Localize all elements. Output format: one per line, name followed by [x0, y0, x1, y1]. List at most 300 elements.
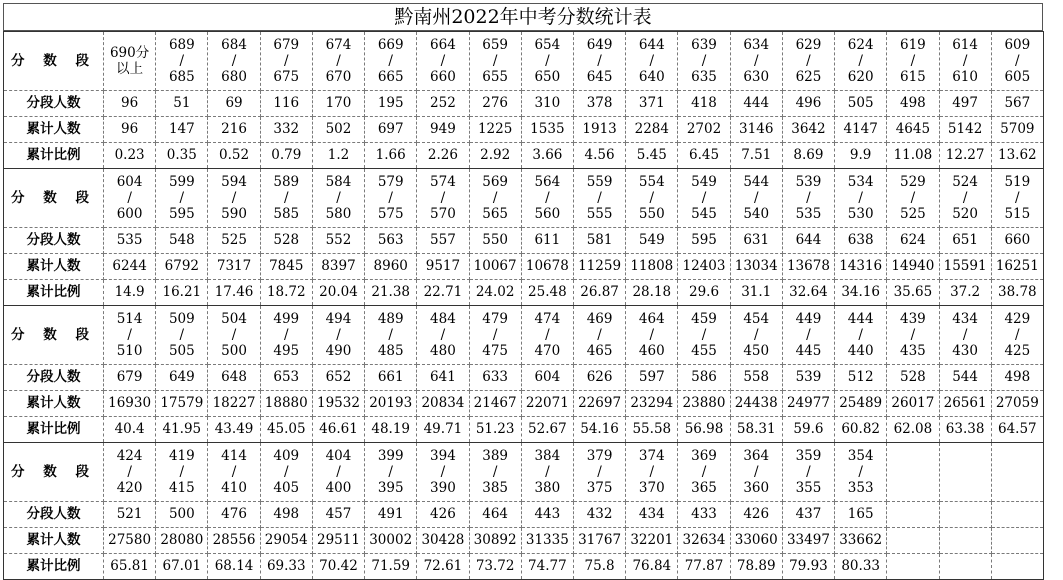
- score-range-cell: [991, 32, 1043, 91]
- range-upper: 624: [847, 37, 874, 53]
- range-upper: 544: [743, 174, 770, 190]
- range-upper: 404: [325, 448, 352, 464]
- score-range-cell: [887, 306, 939, 365]
- range-lower: 515: [1004, 206, 1031, 222]
- value-cell: 32201: [626, 528, 678, 554]
- value-cell: 16251: [991, 254, 1043, 280]
- value-cell: [887, 528, 939, 554]
- value-cell: 31335: [521, 528, 573, 554]
- value-cell: 528: [260, 228, 312, 254]
- range-lower: 410: [221, 480, 247, 496]
- range-lower: 以上: [116, 61, 144, 77]
- value-cell: 96: [104, 117, 156, 143]
- score-range-cell: [835, 443, 887, 502]
- range-upper: 684: [221, 37, 247, 53]
- value-cell: 18227: [208, 391, 260, 417]
- range-lower: 500: [221, 343, 247, 359]
- range-separator: /: [336, 464, 341, 480]
- range-lower: 615: [900, 69, 926, 85]
- segment-count-row: [4, 228, 1044, 254]
- range-upper: 639: [691, 37, 717, 53]
- value-cell: 13034: [730, 254, 782, 280]
- range-lower: 660: [430, 69, 456, 85]
- score-range-cell: [887, 169, 939, 228]
- range-lower: 590: [221, 206, 247, 222]
- score-range-cell: [469, 306, 521, 365]
- value-cell: [991, 528, 1043, 554]
- value-cell: 30892: [469, 528, 521, 554]
- score-range-cell: [626, 306, 678, 365]
- range-separator: /: [231, 464, 237, 480]
- score-range-cell: [730, 443, 782, 502]
- range-separator: /: [649, 53, 655, 69]
- value-cell: 2.92: [469, 143, 521, 169]
- range-lower: 670: [325, 69, 352, 85]
- range-upper: 554: [638, 174, 665, 190]
- range-upper: 654: [534, 37, 561, 53]
- value-cell: 3.66: [521, 143, 573, 169]
- range-lower: 460: [638, 343, 665, 359]
- score-table: [3, 31, 1044, 580]
- value-cell: 1913: [573, 117, 625, 143]
- value-cell: 3146: [730, 117, 782, 143]
- score-range-cell: [782, 306, 834, 365]
- value-cell: 638: [835, 228, 887, 254]
- range-separator: /: [806, 327, 811, 343]
- value-cell: 46.61: [312, 417, 364, 443]
- score-range-cell: [573, 169, 625, 228]
- score-range-cell: [573, 443, 625, 502]
- range-upper: 429: [1004, 311, 1031, 327]
- range-lower: 650: [534, 69, 561, 85]
- value-cell: 27580: [104, 528, 156, 554]
- value-cell: 28.18: [626, 280, 678, 306]
- score-range-cell: [312, 169, 364, 228]
- cumulative-count-row: [4, 254, 1044, 280]
- value-cell: 13.62: [991, 143, 1043, 169]
- range-lower: 435: [900, 343, 926, 359]
- value-cell: 1225: [469, 117, 521, 143]
- value-cell: 626: [573, 365, 625, 391]
- range-upper: 689: [168, 37, 195, 53]
- range-lower: 540: [743, 206, 770, 222]
- value-cell: 631: [730, 228, 782, 254]
- value-cell: 10678: [521, 254, 573, 280]
- range-upper: 464: [638, 311, 665, 327]
- range-separator: /: [649, 327, 655, 343]
- range-separator: /: [962, 327, 968, 343]
- value-cell: 332: [260, 117, 312, 143]
- range-separator: /: [336, 53, 341, 69]
- value-cell: 498: [260, 502, 312, 528]
- score-range-cell: [782, 169, 834, 228]
- value-cell: 12403: [678, 254, 730, 280]
- range-lower: 625: [795, 69, 822, 85]
- row-label: 累计比例: [4, 554, 104, 580]
- score-range-cell: [573, 32, 625, 91]
- value-cell: 170: [312, 91, 364, 117]
- range-separator: /: [179, 327, 185, 343]
- range-separator: /: [179, 464, 185, 480]
- range-upper: 374: [638, 448, 665, 464]
- range-upper: 584: [325, 174, 352, 190]
- value-cell: 567: [991, 91, 1043, 117]
- value-cell: [887, 502, 939, 528]
- score-range-cell: [469, 443, 521, 502]
- cumulative-count-row: [4, 117, 1044, 143]
- value-cell: 8397: [312, 254, 364, 280]
- value-cell: 33060: [730, 528, 782, 554]
- value-cell: 581: [573, 228, 625, 254]
- score-range-cell: [260, 443, 312, 502]
- value-cell: [939, 554, 991, 580]
- score-range-cell: [991, 169, 1043, 228]
- value-cell: 651: [939, 228, 991, 254]
- score-range-cell: [730, 32, 782, 91]
- cumulative-ratio-row: [4, 143, 1044, 169]
- value-cell: 633: [469, 365, 521, 391]
- range-separator: /: [910, 327, 916, 343]
- segment-count-row: [4, 502, 1044, 528]
- range-lower: 605: [1004, 69, 1031, 85]
- range-separator: /: [910, 53, 916, 69]
- range-lower: 360: [743, 480, 770, 496]
- value-cell: 55.58: [626, 417, 678, 443]
- row-label: 分 数 段: [4, 169, 104, 228]
- value-cell: 6792: [156, 254, 208, 280]
- score-range-cell: [104, 32, 156, 91]
- range-lower: 420: [116, 480, 143, 496]
- score-range-cell: [469, 169, 521, 228]
- range-separator: /: [962, 190, 968, 206]
- range-separator: /: [597, 464, 602, 480]
- value-cell: 548: [156, 228, 208, 254]
- value-cell: 3642: [782, 117, 834, 143]
- value-cell: 528: [887, 365, 939, 391]
- score-range-cell: [156, 443, 208, 502]
- score-range-cell: [469, 32, 521, 91]
- score-range-cell: [678, 443, 730, 502]
- range-upper: 444: [847, 311, 874, 327]
- score-range-cell: [417, 32, 469, 91]
- range-separator: /: [283, 53, 289, 69]
- value-cell: 557: [417, 228, 469, 254]
- range-separator: /: [388, 464, 393, 480]
- range-lower: 680: [221, 69, 247, 85]
- range-separator: /: [701, 53, 707, 69]
- range-separator: /: [806, 53, 811, 69]
- value-cell: 11259: [573, 254, 625, 280]
- value-cell: 498: [991, 365, 1043, 391]
- value-cell: 433: [678, 502, 730, 528]
- value-cell: [939, 528, 991, 554]
- score-range-cell: [835, 32, 887, 91]
- range-separator: /: [962, 53, 968, 69]
- range-lower: 370: [638, 480, 665, 496]
- cumulative-count-row: [4, 528, 1044, 554]
- value-cell: 52.67: [521, 417, 573, 443]
- value-cell: 65.81: [104, 554, 156, 580]
- range-upper: 459: [691, 311, 717, 327]
- score-range-cell: [939, 443, 991, 502]
- value-cell: 697: [365, 117, 417, 143]
- value-cell: 498: [887, 91, 939, 117]
- value-cell: 45.05: [260, 417, 312, 443]
- range-upper: 469: [586, 311, 613, 327]
- score-range-cell: [626, 443, 678, 502]
- value-cell: 17579: [156, 391, 208, 417]
- range-upper: 439: [900, 311, 926, 327]
- value-cell: 5709: [991, 117, 1043, 143]
- score-range-cell: [782, 443, 834, 502]
- value-cell: 33497: [782, 528, 834, 554]
- value-cell: 74.77: [521, 554, 573, 580]
- value-cell: 80.33: [835, 554, 887, 580]
- score-range-cell: [208, 443, 260, 502]
- range-separator: /: [283, 327, 289, 343]
- score-range-cell: [104, 443, 156, 502]
- value-cell: 512: [835, 365, 887, 391]
- value-cell: 552: [312, 228, 364, 254]
- value-cell: 35.65: [887, 280, 939, 306]
- range-lower: 655: [482, 69, 509, 85]
- range-lower: 405: [273, 480, 300, 496]
- range-upper: 679: [273, 37, 300, 53]
- score-range-cell: [678, 32, 730, 91]
- range-lower: 685: [168, 69, 195, 85]
- score-range-cell: [312, 443, 364, 502]
- range-lower: 365: [691, 480, 717, 496]
- value-cell: 9.9: [835, 143, 887, 169]
- value-cell: 24977: [782, 391, 834, 417]
- value-cell: 276: [469, 91, 521, 117]
- value-cell: 62.08: [887, 417, 939, 443]
- score-range-cell: [156, 32, 208, 91]
- value-cell: 586: [678, 365, 730, 391]
- range-upper: 589: [273, 174, 300, 190]
- range-separator: /: [649, 464, 655, 480]
- range-upper: 569: [482, 174, 509, 190]
- range-upper: 644: [638, 37, 665, 53]
- value-cell: 60.82: [835, 417, 887, 443]
- row-label: 分段人数: [4, 365, 104, 391]
- value-cell: 26561: [939, 391, 991, 417]
- range-lower: 353: [847, 480, 874, 496]
- range-separator: /: [440, 53, 446, 69]
- range-lower: 645: [586, 69, 613, 85]
- range-upper: 494: [325, 311, 352, 327]
- value-cell: 500: [156, 502, 208, 528]
- range-separator: /: [701, 464, 707, 480]
- value-cell: 4645: [887, 117, 939, 143]
- score-range-cell: [365, 169, 417, 228]
- range-lower: 560: [534, 206, 561, 222]
- score-range-cell: [260, 306, 312, 365]
- range-lower: 375: [586, 480, 613, 496]
- value-cell: 43.49: [208, 417, 260, 443]
- value-cell: 491: [365, 502, 417, 528]
- value-cell: 11808: [626, 254, 678, 280]
- row-label: 分段人数: [4, 91, 104, 117]
- value-cell: 15591: [939, 254, 991, 280]
- value-cell: 22071: [521, 391, 573, 417]
- range-separator: /: [231, 53, 237, 69]
- range-separator: /: [231, 190, 237, 206]
- value-cell: 71.59: [365, 554, 417, 580]
- cumulative-ratio-row: [4, 280, 1044, 306]
- range-separator: /: [858, 190, 863, 206]
- value-cell: 22697: [573, 391, 625, 417]
- value-cell: 13678: [782, 254, 834, 280]
- range-lower: 665: [377, 69, 404, 85]
- value-cell: 34.16: [835, 280, 887, 306]
- value-cell: 29.6: [678, 280, 730, 306]
- score-range-cell: [312, 306, 364, 365]
- range-upper: 649: [586, 37, 613, 53]
- range-separator: /: [806, 190, 811, 206]
- value-cell: 21467: [469, 391, 521, 417]
- value-cell: 48.19: [365, 417, 417, 443]
- range-lower: 445: [795, 343, 822, 359]
- score-range-cell: [208, 32, 260, 91]
- value-cell: 505: [835, 91, 887, 117]
- score-range-cell: [417, 443, 469, 502]
- value-cell: 1.66: [365, 143, 417, 169]
- value-cell: 79.93: [782, 554, 834, 580]
- value-cell: 64.57: [991, 417, 1043, 443]
- value-cell: 25489: [835, 391, 887, 417]
- range-separator: /: [753, 327, 759, 343]
- value-cell: 653: [260, 365, 312, 391]
- segment-count-row: [4, 365, 1044, 391]
- range-separator: /: [388, 53, 393, 69]
- range-upper: 484: [430, 311, 456, 327]
- range-upper: 369: [691, 448, 717, 464]
- range-lower: 495: [273, 343, 300, 359]
- score-range-cell: [678, 169, 730, 228]
- range-upper: 614: [952, 37, 978, 53]
- value-cell: 418: [678, 91, 730, 117]
- range-separator: /: [283, 464, 289, 480]
- range-separator: /: [701, 327, 707, 343]
- value-cell: 1535: [521, 117, 573, 143]
- value-cell: 58.31: [730, 417, 782, 443]
- value-cell: 59.6: [782, 417, 834, 443]
- value-cell: 949: [417, 117, 469, 143]
- range-upper: 519: [1004, 174, 1031, 190]
- value-cell: 5.45: [626, 143, 678, 169]
- range-upper: 690分: [109, 45, 150, 61]
- range-separator: /: [440, 464, 446, 480]
- value-cell: 24.02: [469, 280, 521, 306]
- value-cell: 539: [782, 365, 834, 391]
- range-lower: 585: [273, 206, 300, 222]
- value-cell: 544: [939, 365, 991, 391]
- value-cell: 310: [521, 91, 573, 117]
- range-upper: 434: [952, 311, 978, 327]
- value-cell: 32634: [678, 528, 730, 554]
- value-cell: 649: [156, 365, 208, 391]
- range-upper: 409: [273, 448, 300, 464]
- score-range-cell: [835, 306, 887, 365]
- range-upper: 594: [221, 174, 247, 190]
- range-separator: /: [179, 190, 185, 206]
- value-cell: 0.79: [260, 143, 312, 169]
- value-cell: 7.51: [730, 143, 782, 169]
- range-lower: 400: [325, 480, 352, 496]
- score-range-cell: [626, 32, 678, 91]
- row-label: 累计人数: [4, 391, 104, 417]
- score-range-cell: [887, 32, 939, 91]
- range-lower: 630: [743, 69, 770, 85]
- range-upper: 359: [795, 448, 822, 464]
- range-upper: 529: [900, 174, 926, 190]
- range-lower: 385: [482, 480, 509, 496]
- score-range-cell: [156, 169, 208, 228]
- value-cell: [991, 502, 1043, 528]
- value-cell: 20193: [365, 391, 417, 417]
- range-separator: /: [388, 190, 393, 206]
- range-lower: 580: [325, 206, 352, 222]
- score-range-cell: [730, 306, 782, 365]
- value-cell: 6244: [104, 254, 156, 280]
- range-upper: 549: [691, 174, 717, 190]
- row-label: 累计比例: [4, 143, 104, 169]
- range-separator: /: [1015, 327, 1020, 343]
- range-upper: 419: [168, 448, 195, 464]
- range-lower: 530: [847, 206, 874, 222]
- score-range-cell: [521, 443, 573, 502]
- value-cell: 2284: [626, 117, 678, 143]
- value-cell: 525: [208, 228, 260, 254]
- row-label: 累计比例: [4, 417, 104, 443]
- range-lower: 640: [638, 69, 665, 85]
- value-cell: 22.71: [417, 280, 469, 306]
- score-range-cell: [939, 32, 991, 91]
- range-upper: 384: [534, 448, 561, 464]
- range-lower: 570: [430, 206, 456, 222]
- value-cell: 147: [156, 117, 208, 143]
- value-cell: 20.04: [312, 280, 364, 306]
- row-label: 累计人数: [4, 254, 104, 280]
- value-cell: 595: [678, 228, 730, 254]
- value-cell: 641: [417, 365, 469, 391]
- score-range-cell: [730, 169, 782, 228]
- value-cell: [887, 554, 939, 580]
- range-upper: 364: [743, 448, 770, 464]
- score-range-cell: [260, 169, 312, 228]
- value-cell: 32.64: [782, 280, 834, 306]
- value-cell: [991, 554, 1043, 580]
- value-cell: 652: [312, 365, 364, 391]
- range-separator: /: [283, 190, 289, 206]
- value-cell: 30002: [365, 528, 417, 554]
- range-upper: 574: [430, 174, 456, 190]
- range-upper: 389: [482, 448, 509, 464]
- value-cell: 29511: [312, 528, 364, 554]
- range-upper: 669: [377, 37, 404, 53]
- value-cell: 23880: [678, 391, 730, 417]
- score-range-cell: [939, 306, 991, 365]
- range-separator: /: [910, 190, 916, 206]
- value-cell: 56.98: [678, 417, 730, 443]
- value-cell: 21.38: [365, 280, 417, 306]
- range-upper: 524: [952, 174, 978, 190]
- value-cell: 2702: [678, 117, 730, 143]
- range-separator: /: [597, 327, 602, 343]
- range-separator: /: [545, 190, 550, 206]
- score-statistics-sheet: [3, 3, 1043, 578]
